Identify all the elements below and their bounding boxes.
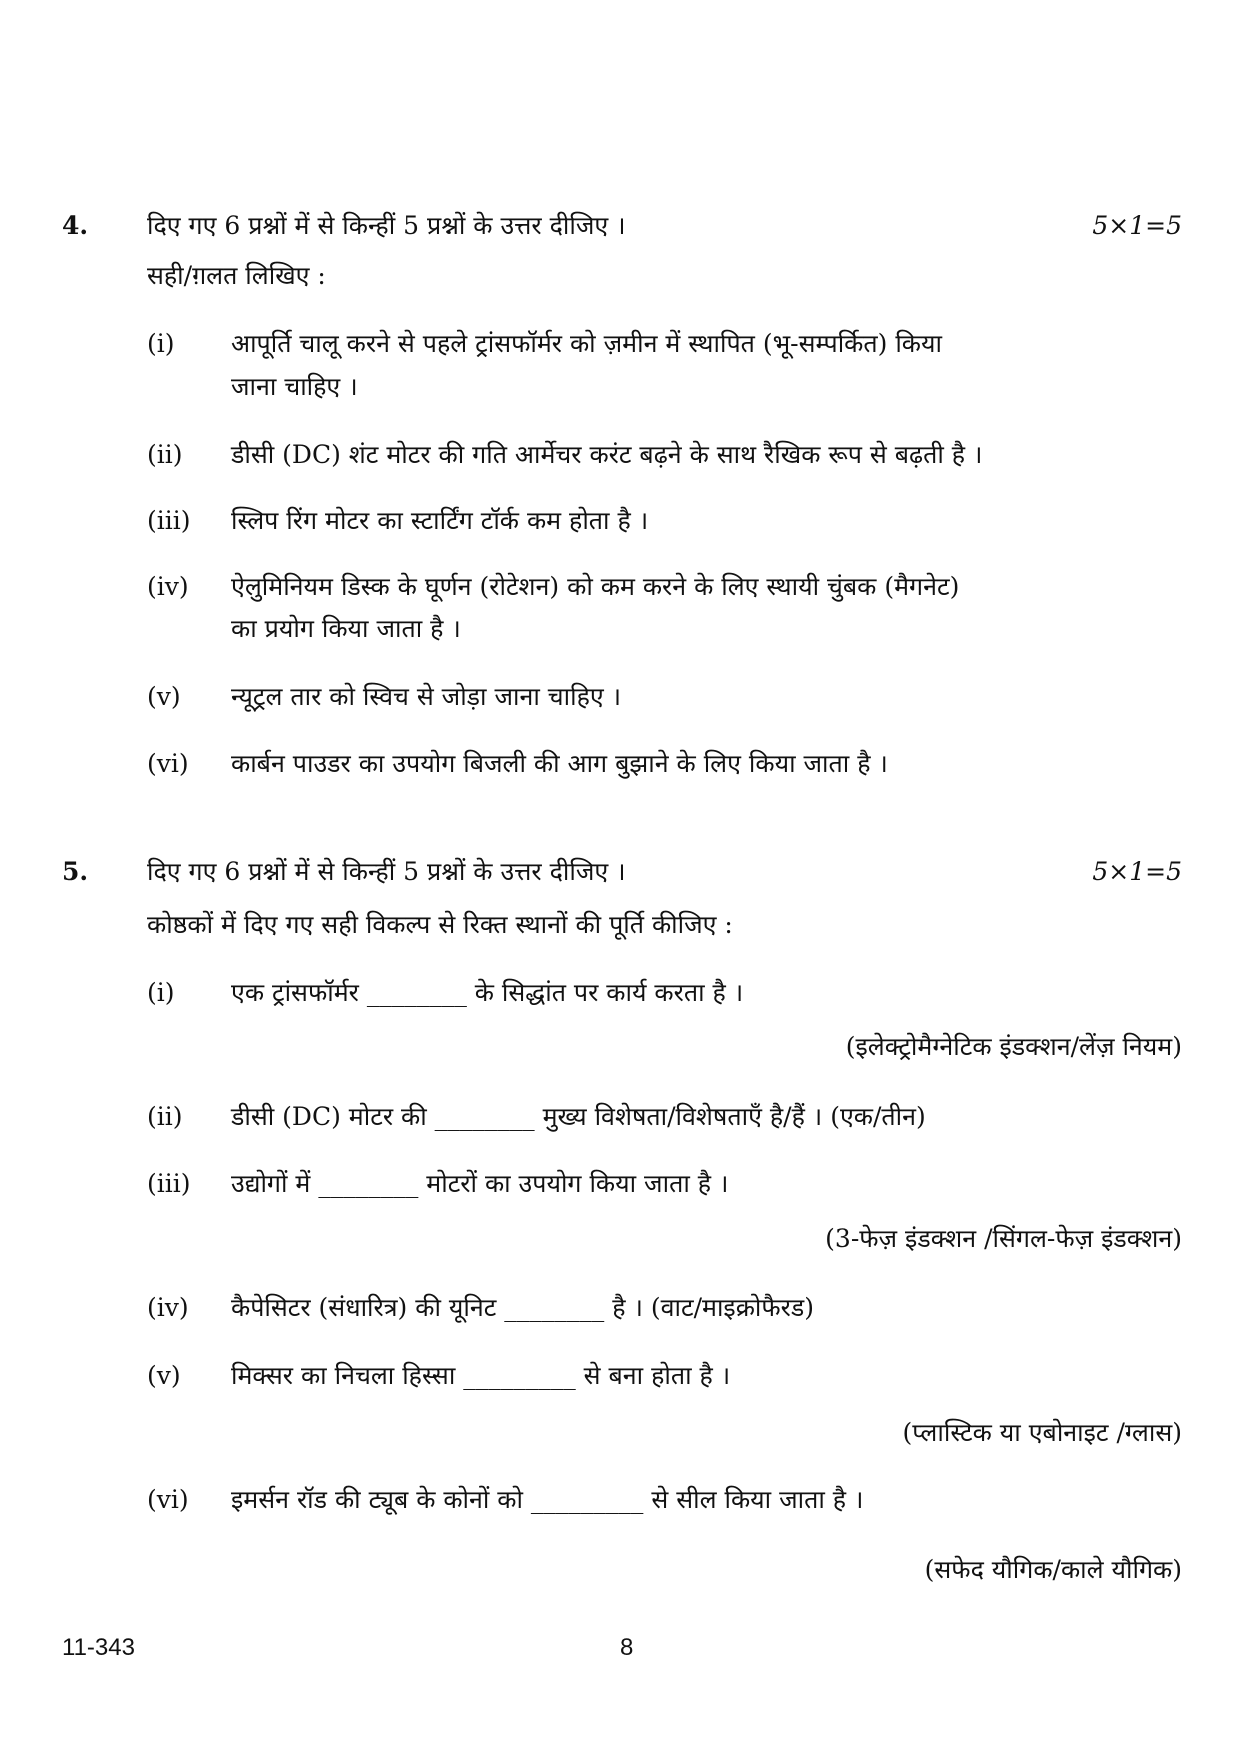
item-number: (i) — [147, 978, 175, 1007]
item-text: आपूर्ति चालू करने से पहले ट्रांसफॉर्मर को ज़मीन में स्थापित (भू-सम्पर्कित) किया — [231, 329, 942, 358]
item-number: (ii) — [147, 440, 183, 469]
item-text: एक ट्रांसफॉर्मर ________ के सिद्धांत पर कार्य करता है । — [231, 978, 744, 1007]
item-number: (vi) — [147, 1485, 189, 1514]
item-text: न्यूट्रल तार को स्विच से जोड़ा जाना चाहिए । — [231, 682, 622, 711]
item-number: (v) — [147, 1361, 181, 1390]
item-number: (iii) — [147, 1169, 191, 1198]
item-options: (3-फेज़ इंडक्शन /सिंगल-फेज़ इंडक्शन) — [825, 1224, 1182, 1253]
item-number: (i) — [147, 329, 175, 358]
item-number: (ii) — [147, 1102, 183, 1131]
item-number: (iv) — [147, 1293, 189, 1322]
item-options: (प्लास्टिक या एबोनाइट /ग्लास) — [902, 1418, 1182, 1447]
page-number: 8 — [620, 1634, 634, 1661]
item-options: (सफेद यौगिक/काले यौगिक) — [924, 1555, 1182, 1584]
item-text: कैपेसिटर (संधारित्र) की यूनिट ________ है । (वाट/माइक्रोफैरड) — [231, 1293, 815, 1322]
item-text: कार्बन पाउडर का उपयोग बिजली की आग बुझाने के लिए किया जाता है । — [231, 749, 888, 778]
sub-instruction: सही/ग़लत लिखिए : — [147, 261, 326, 290]
item-text: उद्योगों में ________ मोटरों का उपयोग किया जाता है । — [231, 1169, 729, 1198]
item-text: स्लिप रिंग मोटर का स्टार्टिंग टॉर्क कम होता है । — [231, 506, 649, 535]
item-number: (iv) — [147, 572, 189, 601]
question-number: 5. — [62, 857, 89, 886]
item-text: इमर्सन रॉड की ट्यूब के कोनों को _________ से सील किया जाता है । — [231, 1485, 864, 1514]
item-number: (vi) — [147, 749, 189, 778]
item-options: (इलेक्ट्रोमैग्नेटिक इंडक्शन/लेंज़ नियम) — [845, 1032, 1182, 1061]
item-text: का प्रयोग किया जाता है । — [231, 614, 461, 643]
item-text: मिक्सर का निचला हिस्सा _________ से बना होता है । — [231, 1361, 731, 1390]
sub-instruction: कोष्ठकों में दिए गए सही विकल्प से रिक्त स्थानों की पूर्ति कीजिए : — [147, 910, 733, 939]
question-number: 4. — [62, 211, 89, 240]
item-number: (v) — [147, 682, 181, 711]
question-instruction: दिए गए 6 प्रश्नों में से किन्हीं 5 प्रश्नों के उत्तर दीजिए । — [147, 211, 626, 240]
item-text: डीसी (DC) मोटर की ________ मुख्य विशेषता/विशेषताएँ है/हैं । (एक/तीन) — [231, 1102, 926, 1131]
marks: 5×1=5 — [1092, 211, 1182, 240]
item-text: डीसी (DC) शंट मोटर की गति आर्मेचर करंट बढ़ने के साथ रैखिक रूप से बढ़ती है । — [231, 440, 983, 469]
question-instruction: दिए गए 6 प्रश्नों में से किन्हीं 5 प्रश्नों के उत्तर दीजिए । — [147, 857, 626, 886]
item-number: (iii) — [147, 506, 191, 535]
item-text: जाना चाहिए । — [231, 372, 358, 401]
paper-code: 11-343 — [62, 1634, 135, 1661]
marks: 5×1=5 — [1092, 857, 1182, 886]
item-text: ऐलुमिनियम डिस्क के घूर्णन (रोटेशन) को कम करने के लिए स्थायी चुंबक (मैगनेट) — [231, 572, 960, 601]
